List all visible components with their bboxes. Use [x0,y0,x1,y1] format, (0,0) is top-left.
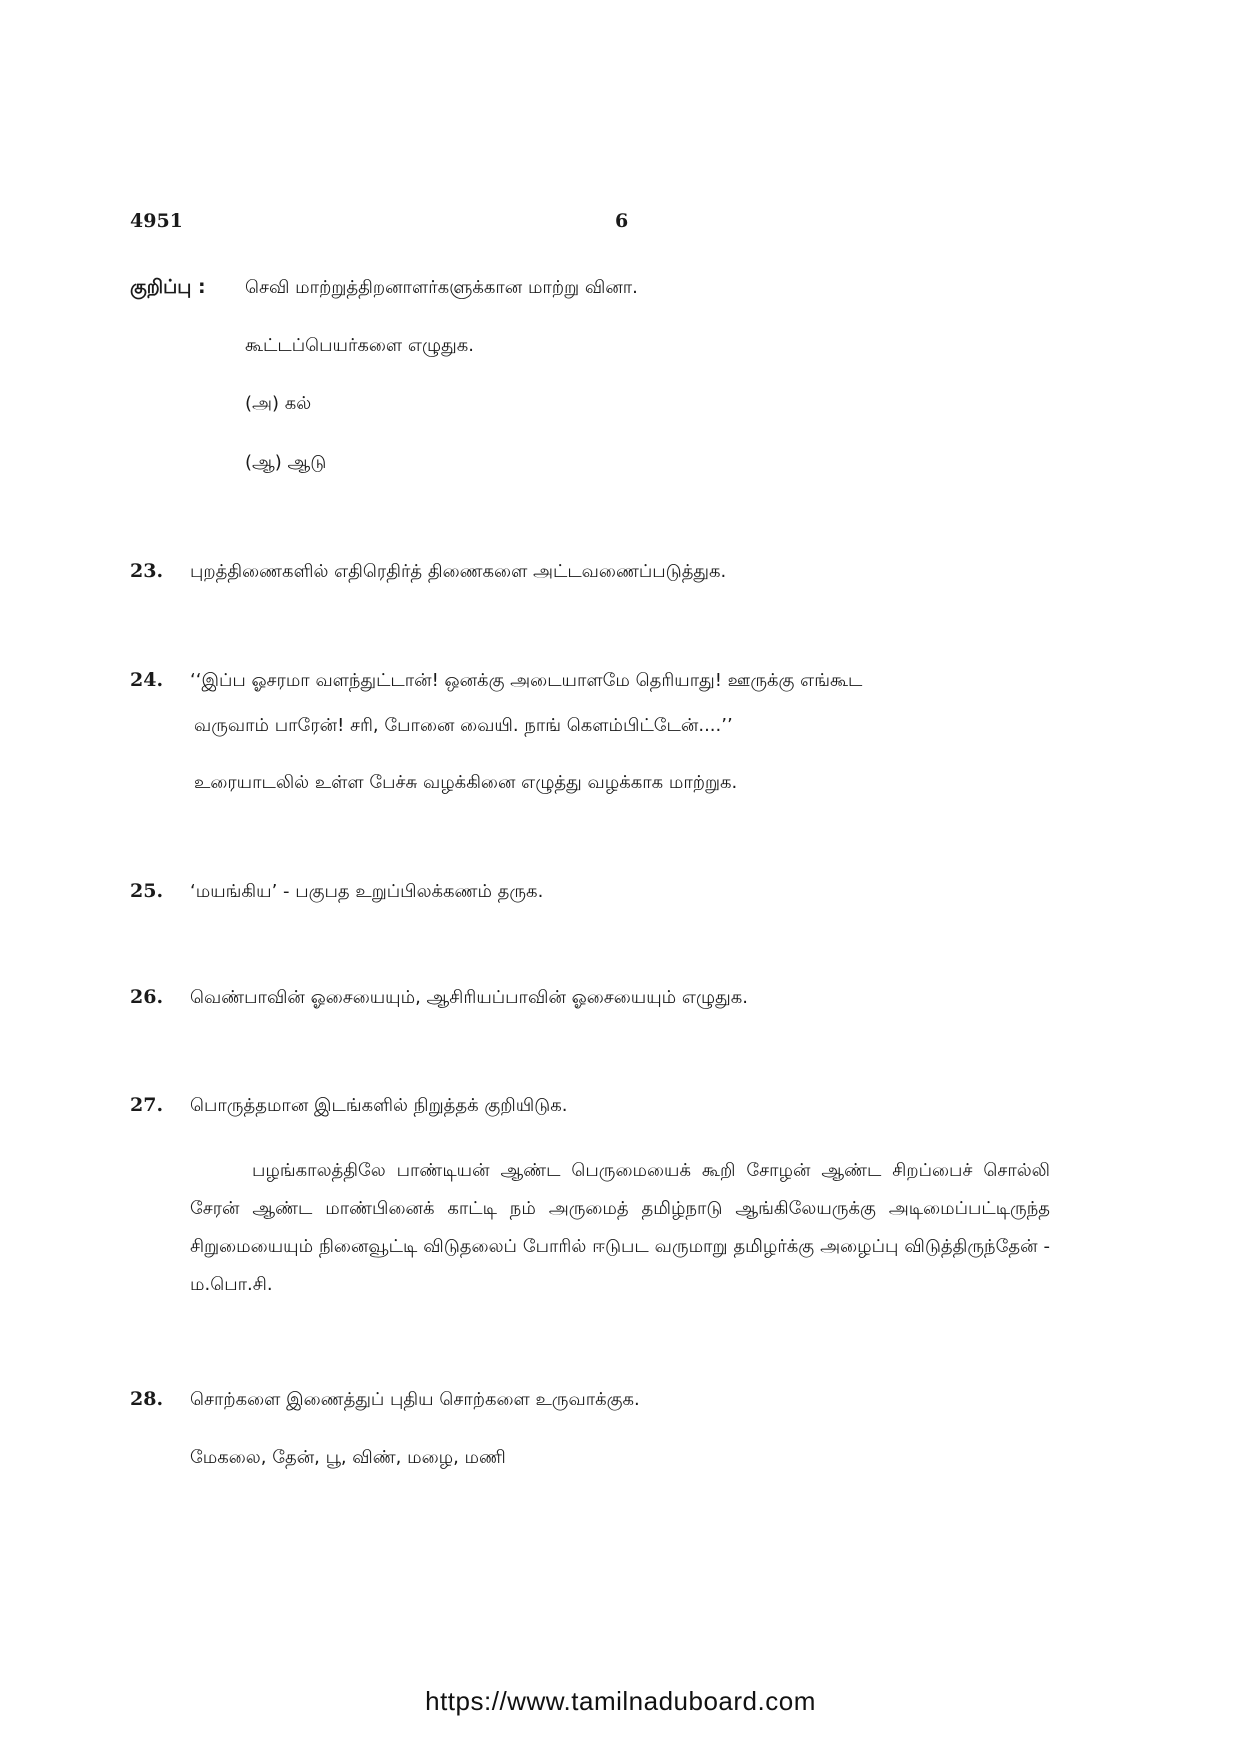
note-option-a: (அ) கல் [245,393,312,414]
question-number-23: 23. [130,560,164,582]
note-label: குறிப்பு : [130,276,206,298]
question-24-line-1: ‘‘இப்ப ஓசரமா வளந்துட்டான்! ஒனக்கு அடையாளமே தெரியாது! ஊருக்கு எங்கூட [190,670,863,691]
footer-url[interactable]: https://www.tamilnaduboard.com [425,1686,816,1716]
question-text-28: சொற்களை இணைத்துப் புதிய சொற்களை உருவாக்குக. [190,1389,640,1410]
question-text-26: வெண்பாவின் ஓசையையும், ஆசிரியப்பாவின் ஓசையையும் எழுதுக. [190,987,748,1008]
question-28-word-list: மேகலை, தேன், பூ, விண், மழை, மணி [190,1447,506,1468]
question-number-26: 26. [130,986,164,1008]
paper-code: 4951 [130,210,183,232]
question-number-24: 24. [130,669,164,691]
question-24-line-2: வருவாம் பாரேன்! சரி, போனை வையி. நாங் கௌம்பிட்டேன்....’’ [194,715,733,736]
question-text-25: ‘மயங்கிய’ - பகுபத உறுப்பிலக்கணம் தருக. [190,881,544,902]
question-27-passage: பழங்காலத்திலே பாண்டியன் ஆண்ட பெருமையைக் கூறி சோழன் ஆண்ட சிறப்பைச் சொல்லி சேரன் ஆண்ட மாண்பினைக் காட்டி நம் அருமைத் தமிழ்நாடு ஆங்கிலேயருக்கு அடிமைப்பட்டிருந்த சிறுமையையும் நினைவூட்டி விடுதலைப் போரில் ஈடுபட வருமாறு தமிழர்க்கு அழைப்பு விடுத்திருந்தேன் - ம.பொ.சி. [190,1160,1050,1295]
question-number-27: 27. [130,1094,164,1116]
question-number-28: 28. [130,1388,164,1410]
question-text-27: பொருத்தமான இடங்களில் நிறுத்தக் குறியிடுக. [190,1095,568,1116]
note-option-b: (ஆ) ஆடு [245,452,327,473]
page-number: 6 [615,210,629,232]
question-24-line-3: உரையாடலில் உள்ள பேச்சு வழக்கினை எழுத்து வழக்காக மாற்றுக. [194,772,738,793]
note-line-2: கூட்டப்பெயர்களை எழுதுக. [245,335,474,356]
note-line-1: செவி மாற்றுத்திறனாளர்களுக்கான மாற்று வினா. [245,277,638,298]
question-number-25: 25. [130,880,164,902]
question-text-23: புறத்திணைகளில் எதிரெதிர்த் திணைகளை அட்டவணைப்படுத்துக. [190,561,727,582]
